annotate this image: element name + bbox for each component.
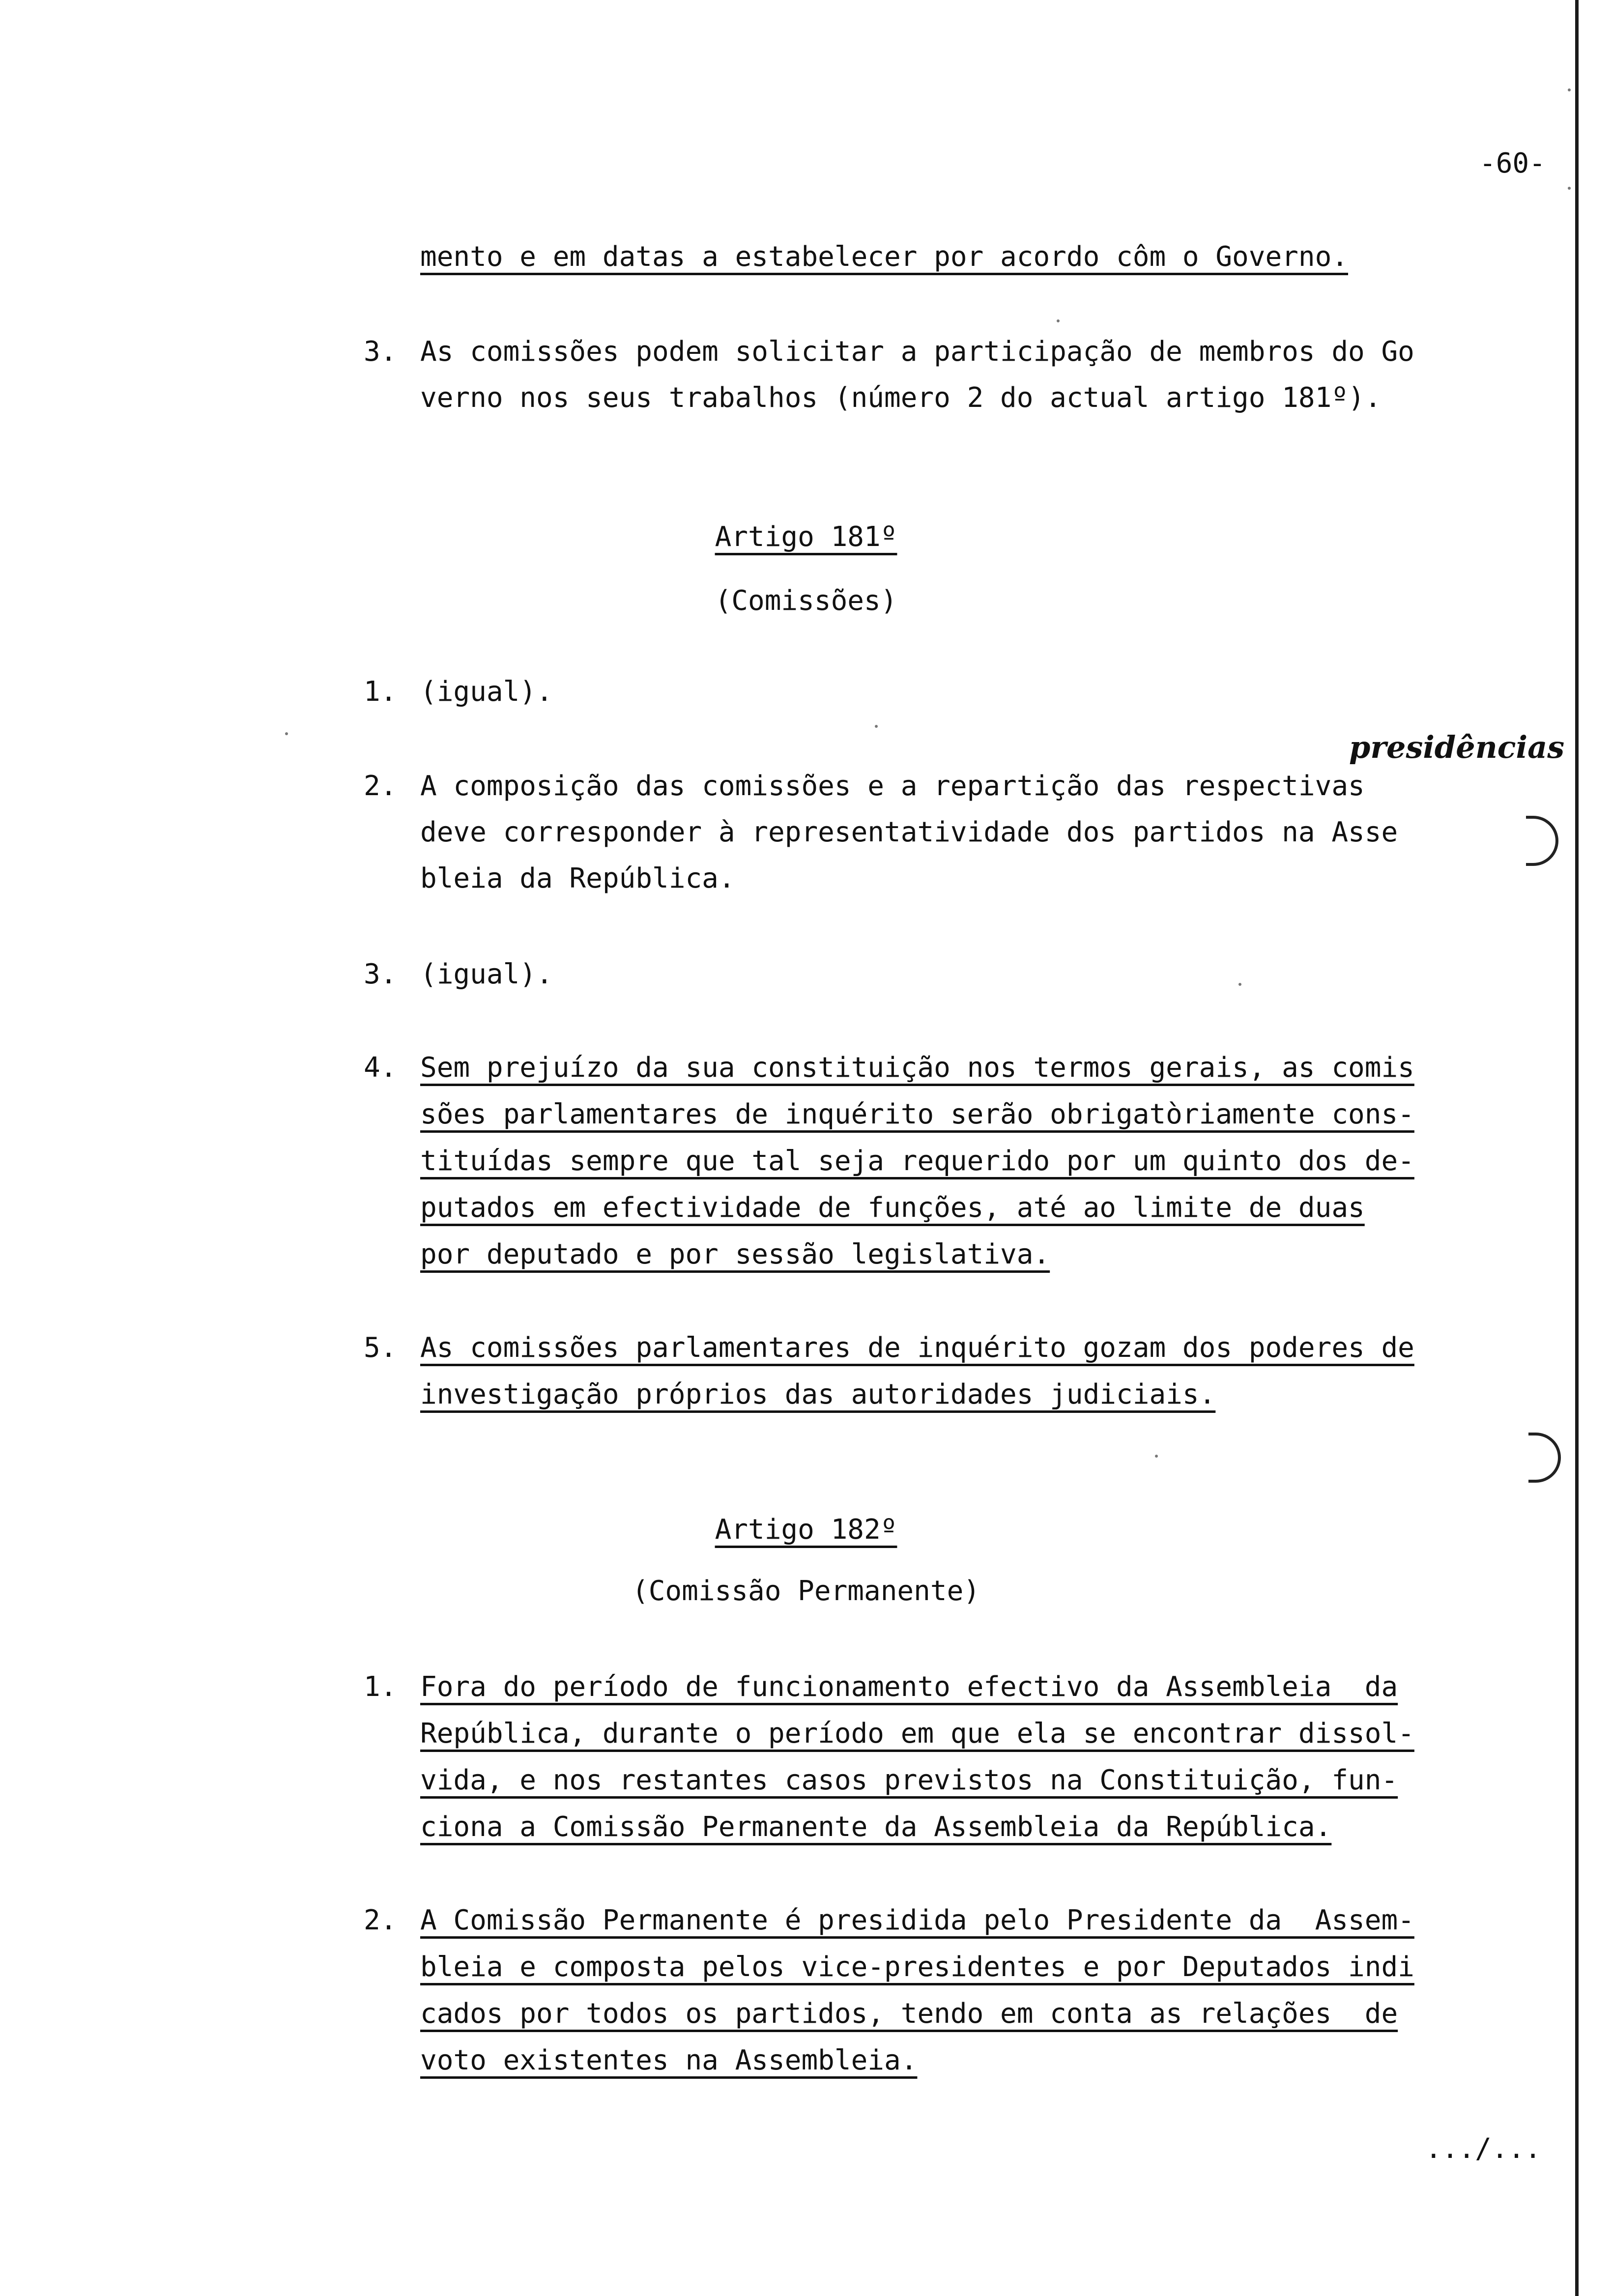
prev-item-3-number: 3. [364, 336, 397, 368]
a181-item-2-line-3: bleia da República. [420, 862, 735, 894]
page-number: -60- [1479, 147, 1546, 179]
continuation-line: mento e em datas a estabelecer por acordo côm o Governo. [420, 241, 1349, 273]
scan-speck [1568, 88, 1571, 91]
a182-item-2-line-1: A Comissão Permanente é presidida pelo Presidente da Assem- [420, 1904, 1414, 1936]
a181-item-5-line-1: As comissões parlamentares de inquérito gozam dos poderes de [420, 1332, 1414, 1364]
prev-item-3-line-2: verno nos seus trabalhos (número 2 do actual artigo 181º). [420, 382, 1382, 414]
footer-continuation: .../... [1425, 2133, 1542, 2165]
a181-item-5-line-2: investigação próprios das autoridades judiciais. [420, 1378, 1216, 1410]
article-181-title: Artigo 181º [715, 521, 897, 553]
a181-item-4-line-5: por deputado e por sessão legislativa. [420, 1238, 1050, 1270]
a181-item-4-line-1: Sem prejuízo da sua constituição nos termos gerais, as comis [420, 1052, 1414, 1084]
a181-item-3-number: 3. [364, 958, 397, 990]
a181-item-2-line-2: deve corresponder à representatividade dos partidos na Asse [420, 816, 1398, 848]
margin-bracket-mark [1528, 1433, 1561, 1483]
a181-item-2-number: 2. [364, 770, 397, 802]
a181-item-3-text: (igual). [420, 958, 553, 990]
a181-item-1-number: 1. [364, 676, 397, 708]
prev-item-3-line-1: As comissões podem solicitar a participação de membros do Go [420, 336, 1414, 368]
a182-item-2-line-3: cados por todos os partidos, tendo em conta as relações de [420, 1998, 1398, 2030]
a182-item-2-line-4: voto existentes na Assembleia. [420, 2044, 918, 2076]
scan-speck [1057, 319, 1060, 322]
a182-item-2-line-2: bleia e composta pelos vice-presidentes e por Deputados indi [420, 1951, 1414, 1983]
a182-item-2-number: 2. [364, 1904, 397, 1936]
a182-item-1-line-3: vida, e nos restantes casos previstos na Constituição, fun- [420, 1764, 1398, 1796]
a181-item-4-number: 4. [364, 1052, 397, 1084]
scan-speck [285, 732, 288, 735]
a181-item-4-line-3: tituídas sempre que tal seja requerido por um quinto dos de- [420, 1145, 1414, 1177]
a182-item-1-line-2: República, durante o período em que ela se encontrar dissol- [420, 1718, 1414, 1750]
article-182-subtitle: (Comissão Permanente) [632, 1575, 980, 1607]
a181-item-2-line-1: A composição das comissões e a repartição das respectivas [420, 770, 1365, 802]
scan-speck [875, 725, 878, 728]
a181-item-1-text: (igual). [420, 676, 553, 708]
page-edge-line [1575, 0, 1579, 2296]
scan-speck [1238, 983, 1241, 986]
article-182-title: Artigo 182º [715, 1514, 897, 1546]
a182-item-1-line-1: Fora do período de funcionamento efectivo da Assembleia da [420, 1671, 1398, 1703]
a182-item-1-number: 1. [364, 1671, 397, 1703]
scan-speck [1568, 187, 1571, 190]
scan-speck [1155, 1455, 1158, 1458]
handwritten-annotation: presidências [1349, 729, 1565, 765]
margin-bracket-mark [1526, 816, 1558, 866]
a181-item-4-line-2: sões parlamentares de inquérito serão obrigatòriamente cons- [420, 1098, 1414, 1130]
a181-item-5-number: 5. [364, 1332, 397, 1364]
article-181-subtitle: (Comissões) [715, 585, 897, 617]
a181-item-4-line-4: putados em efectividade de funções, até ao limite de duas [420, 1192, 1365, 1224]
a182-item-1-line-4: ciona a Comissão Permanente da Assembleia da República. [420, 1811, 1332, 1843]
